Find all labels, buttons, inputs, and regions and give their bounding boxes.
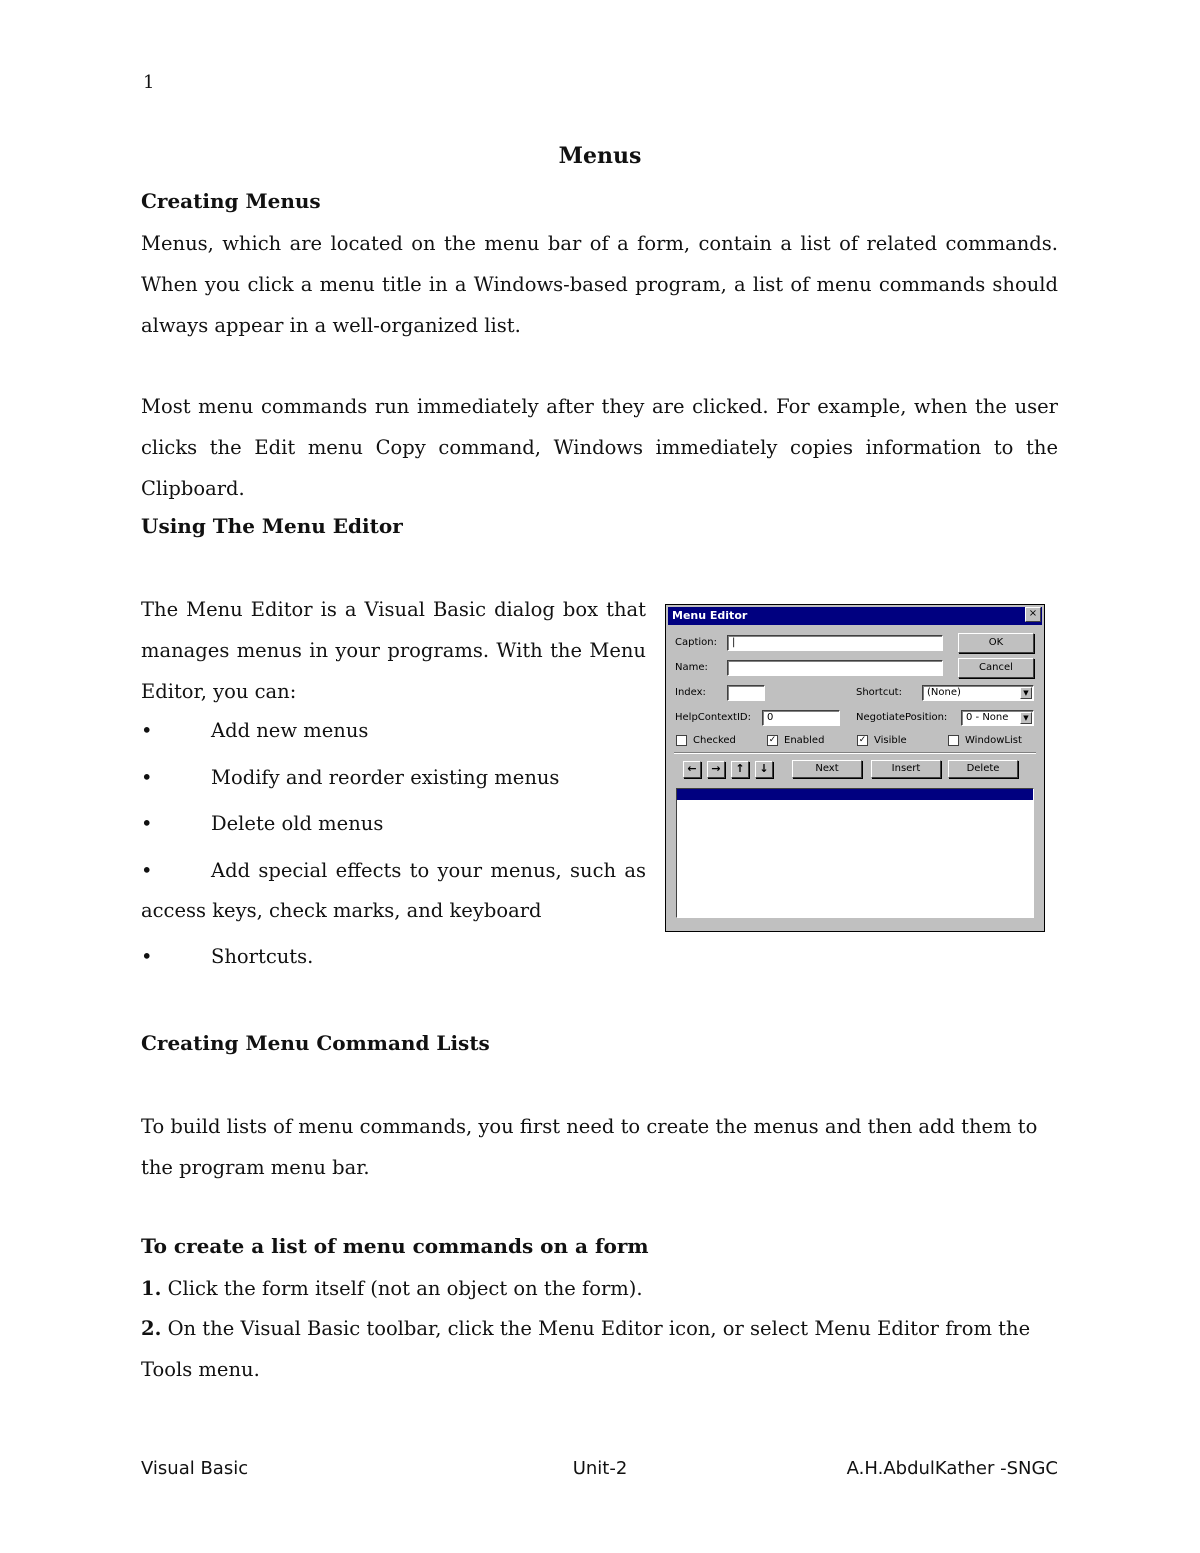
arrow-right-icon[interactable]: → — [707, 761, 725, 778]
negotiateposition-value: 0 - None — [966, 712, 1009, 723]
bullet-icon: • — [141, 859, 153, 882]
footer-left: Visual Basic — [141, 1458, 249, 1479]
bullet-text: Add special effects to your menus, such as access keys, check marks, and keyboard — [141, 859, 646, 922]
next-button[interactable]: Next — [792, 760, 862, 778]
name-input[interactable] — [727, 660, 943, 676]
name-label: Name: — [675, 662, 708, 673]
checked-label: Checked — [693, 735, 736, 746]
bullet-item — [141, 937, 646, 977]
shortcut-value: (None) — [927, 687, 961, 698]
bullet-text: Modify and reorder existing menus — [211, 766, 560, 789]
delete-button[interactable]: Delete — [948, 760, 1018, 778]
step-number: 2. — [141, 1317, 162, 1340]
step-number: 1. — [141, 1277, 162, 1300]
arrow-left-icon[interactable]: ← — [683, 761, 701, 778]
caption-input[interactable]: | — [727, 635, 943, 651]
insert-button[interactable]: Insert — [871, 760, 941, 778]
bullet-text: Delete old menus — [211, 812, 384, 835]
chevron-down-icon[interactable]: ▼ — [1020, 687, 1032, 699]
shortcut-label: Shortcut: — [856, 687, 902, 698]
arrow-down-icon[interactable]: ↓ — [755, 761, 773, 778]
windowlist-label: WindowList — [965, 735, 1022, 746]
helpcontextid-input[interactable]: 0 — [762, 710, 840, 726]
bullet-item — [141, 711, 646, 751]
enabled-checkbox[interactable]: ✓ — [768, 735, 777, 745]
dialog-divider — [674, 752, 1036, 754]
helpcontextid-label: HelpContextID: — [675, 712, 751, 723]
enabled-label: Enabled — [784, 735, 825, 746]
bullet-icon: • — [141, 812, 153, 835]
negotiateposition-label: NegotiatePosition: — [856, 712, 948, 723]
menu-editor-dialog — [665, 604, 1045, 932]
arrow-up-icon[interactable]: ↑ — [731, 761, 749, 778]
dialog-title: Menu Editor — [672, 609, 748, 622]
visible-label: Visible — [874, 735, 907, 746]
heading-menu-editor: Using The Menu Editor — [141, 514, 403, 538]
menu-items-list[interactable] — [676, 788, 1034, 918]
chevron-down-icon[interactable]: ▼ — [1020, 712, 1032, 724]
step-item — [141, 1308, 1058, 1390]
bullet-item — [141, 804, 646, 844]
step-text: Click the form itself (not an object on the form). — [167, 1277, 643, 1300]
index-label: Index: — [675, 687, 706, 698]
bullet-icon: • — [141, 945, 153, 968]
caption-label: Caption: — [675, 637, 717, 648]
bullet-text: Add new menus — [211, 719, 369, 742]
footer-center: Unit-2 — [572, 1458, 628, 1479]
page-number: 1 — [143, 72, 155, 93]
bullet-icon: • — [141, 719, 153, 742]
close-icon[interactable]: × — [1025, 607, 1041, 622]
selected-list-row[interactable] — [677, 789, 1033, 800]
bullet-text: Shortcuts. — [211, 945, 314, 968]
heading-creating-menus: Creating Menus — [141, 189, 321, 213]
index-input[interactable] — [727, 685, 765, 701]
shortcut-select[interactable] — [922, 685, 1034, 701]
checked-checkbox[interactable] — [676, 735, 687, 746]
visible-checkbox[interactable]: ✓ — [858, 735, 867, 745]
paragraph-creating-menus: Menus, which are located on the menu bar of a form, contain a list of related commands. When you click a menu title in a Windows-based program, a list of menu commands should always appear in a well-organized list. — [141, 232, 1058, 337]
bullet-item — [141, 758, 646, 798]
negotiateposition-select[interactable] — [961, 710, 1034, 726]
cancel-button[interactable]: Cancel — [958, 658, 1034, 678]
step-text: On the Visual Basic toolbar, click the Menu Editor icon, or select Menu Editor from the Tools menu. — [141, 1317, 1031, 1381]
heading-procedure: To create a list of menu commands on a form — [141, 1234, 649, 1258]
paragraph-command-lists: To build lists of menu commands, you first need to create the menus and then add them to the program menu bar. — [141, 1115, 1038, 1179]
step-item — [141, 1268, 1058, 1309]
paragraph-menu-editor-intro: The Menu Editor is a Visual Basic dialog box that manages menus in your programs. With the Menu Editor, you can: — [141, 598, 646, 703]
ok-button[interactable]: OK — [958, 633, 1034, 653]
windowlist-checkbox[interactable] — [948, 735, 959, 746]
dialog-title-bar — [668, 607, 1042, 625]
page-title: Menus — [558, 143, 642, 169]
heading-command-lists: Creating Menu Command Lists — [141, 1031, 490, 1055]
bullet-icon: • — [141, 766, 153, 789]
bullet-item — [141, 851, 646, 931]
paragraph-menu-commands: Most menu commands run immediately after they are clicked. For example, when the user clicks the Edit menu Copy command, Windows immediately copies information to the Clipboard. — [141, 395, 1058, 500]
footer-right: A.H.AbdulKather -SNGC — [846, 1458, 1058, 1479]
